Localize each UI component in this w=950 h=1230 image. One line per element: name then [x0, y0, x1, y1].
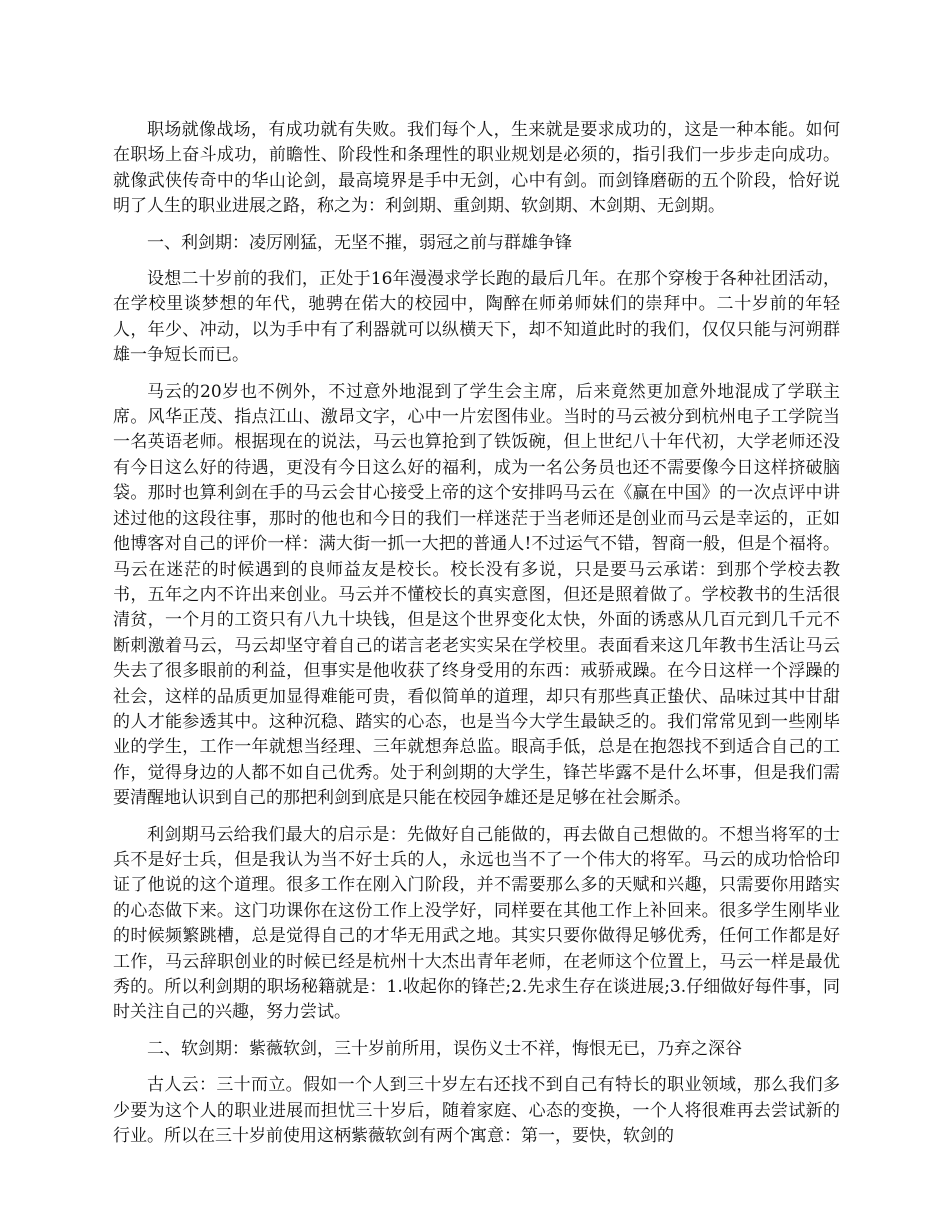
body-paragraph: 马云的20岁也不例外，不过意外地混到了学生会主席，后来竟然更加意外地混成了学联主席。风华正茂、指点江山、激昂文字，心中一片宏图伟业。当时的马云被分到杭州电子工学院当一名英语老师。根据现在的说法，马云也算抢到了铁饭碗，但上世纪八十年代初，大学老师还没有今日这么好的待遇，更没有今日这么好的福利，成为一名公务员也还不需要像今日这样挤破脑袋。那时也算利剑在手的马云会甘心接受上帝的这个安排吗马云在《赢在中国》的一次点评中讲述过他的这段往事，那时的他也和今日的我们一样迷茫于当老师还是创业而马云是幸运的，正如他博客对自己的评价一样：满大街一抓一大把的普通人!不过运气不错，智商一般，但是个福将。马云在迷茫的时候遇到的良师益友是校长。校长没有多说，只是要马云承诺：到那个学校去教书，五年之内不许出来创业。马云并不懂校长的真实意图，但还是照着做了。学校教书的生活很清贫，一个月的工资只有八九十块钱，但是这个世界变化太快，外面的诱惑从几百元到几千元不断刺激着马云，马云却坚守着自己的诺言老老实实呆在学校里。表面看来这几年教书生活让马云失去了很多眼前的利益，但事实是他收获了终身受用的东西：戒骄戒躁。在今日这样一个浮躁的社会，这样的品质更加显得难能可贵，看似简单的道理，却只有那些真正蛰伏、品味过其中甘甜的人才能参透其中。这种沉稳、踏实的心态，也是当今大学生最缺乏的。我们常常见到一些刚毕业的学生，工作一年就想当经理、三年就想奔总监。眼高手低，总是在抱怨找不到适合自己的工作，觉得身边的人都不如自己优秀。处于利剑期的大学生，锋芒毕露不是什么坏事，但是我们需要清醒地认识到自己的那把利剑到底是只能在校园争雄还是足够在社会厮杀。 [113, 381, 840, 809]
body-paragraph: 古人云：三十而立。假如一个人到三十岁左右还找不到自己有特长的职业领域，那么我们多少要为这个人的职业进展而担忧三十岁后，随着家庭、心态的变换，一个人将很难再去尝试新的行业。所以在三十岁前使用这柄紫薇软剑有两个寓意：第一，要快，软剑的 [113, 1075, 840, 1147]
document-body [113, 118, 840, 1160]
section-heading-sharp-sword: 一、利剑期：凌厉刚猛，无坚不摧，弱冠之前与群雄争锋 [147, 232, 572, 253]
intro-paragraph: 职场就像战场，有成功就有失败。我们每个人，生来就是要求成功的，这是一种本能。如何在职场上奋斗成功，前瞻性、阶段性和条理性的职业规划是必须的，指引我们一步步走向成功。就像武侠传奇中的华山论剑，最高境界是手中无剑，心中有剑。而剑锋磨砺的五个阶段，恰好说明了人生的职业进展之路，称之为：利剑期、重剑期、软剑期、木剑期、无剑期。 [113, 120, 840, 217]
body-paragraph: 设想二十岁前的我们，正处于16年漫漫求学长跑的最后几年。在那个穿梭于各种社团活动，在学校里谈梦想的年代，驰骋在偌大的校园中，陶醉在师弟师妹们的崇拜中。二十岁前的年轻人，年少、冲动，以为手中有了利器就可以纵横天下，却不知道此时的我们，仅仅只能与河朔群雄一争短长而已。 [113, 269, 840, 366]
section-heading-soft-sword: 二、软剑期：紫薇软剑，三十岁前所用，误伤义士不祥，悔恨无已，乃弃之深谷 [147, 1038, 742, 1059]
body-paragraph: 利剑期马云给我们最大的启示是：先做好自己能做的，再去做自己想做的。不想当将军的士兵不是好士兵，但是我认为当不好士兵的人，永远也当不了一个伟大的将军。马云的成功恰恰印证了他说的这个道理。很多工作在刚入门阶段，并不需要那么多的天赋和兴趣，只需要你用踏实的心态做下来。这门功课你在这份工作上没学好，同样要在其他工作上补回来。很多学生刚毕业的时候频繁跳槽，总是觉得自己的才华无用武之地。其实只要你做得足够优秀，任何工作都是好工作，马云辞职创业的时候已经是杭州十大杰出青年老师，在老师这个位置上，马云一样是最优秀的。所以利剑期的职场秘籍就是：1.收起你的锋芒;2.先求生存在谈进展;3.仔细做好每件事，同时关注自己的兴趣，努力尝试。 [113, 824, 840, 1023]
